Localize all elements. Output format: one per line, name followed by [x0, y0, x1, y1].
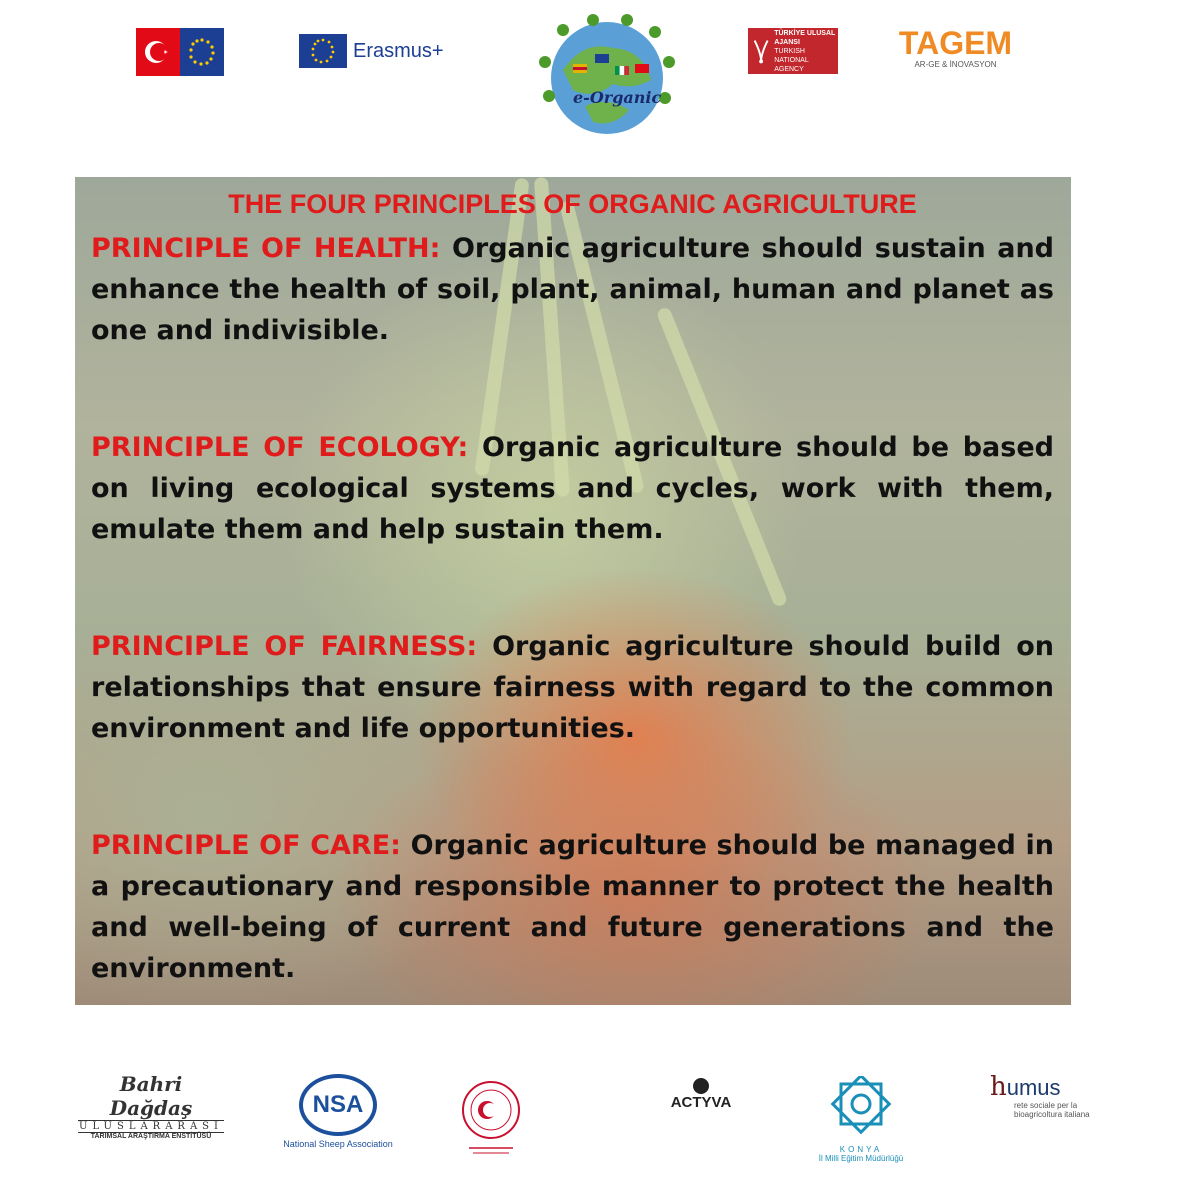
actyva-dot-icon	[693, 1078, 709, 1094]
principles-panel	[75, 177, 1071, 1005]
actyva-logo	[660, 1078, 742, 1128]
turkey-flag-icon	[136, 28, 180, 76]
konya-education-logo	[806, 1076, 916, 1168]
principle-health-heading: PRINCIPLE OF HEALTH:	[91, 233, 441, 264]
principle-health	[91, 228, 1054, 351]
tagem-logo	[893, 26, 1018, 76]
principle-fairness-text: Organic agriculture should build on relationships that ensure fairness with regard to the common environment and life opportunities.	[91, 631, 1055, 744]
principle-ecology-heading: PRINCIPLE OF ECOLOGY:	[91, 432, 469, 463]
ua-label: TÜRKİYE ULUSAL AJANSI	[774, 29, 836, 46]
bahri-dagdas-logo	[78, 1072, 224, 1140]
principle-fairness-heading: PRINCIPLE OF FAIRNESS:	[91, 631, 478, 662]
principle-ecology	[91, 427, 1054, 550]
humus-logo	[990, 1074, 1100, 1134]
principle-ecology-text: Organic agriculture should be based on living ecological systems and cycles, work with them, emulate them and help sustain them.	[91, 432, 1054, 545]
principle-care-heading: PRINCIPLE OF CARE:	[91, 830, 401, 861]
konya-sub-label: İl Milli Eğitim Müdürlüğü	[818, 1154, 904, 1163]
ua-sub-label: TURKISH NATIONAL AGENCY	[774, 47, 809, 73]
humus-sub-label: rete sociale per la bioagricoltura italiana	[1014, 1101, 1090, 1119]
bahri-line2: ULUSLARARASI	[79, 1121, 223, 1132]
e-organic-globe-logo	[533, 10, 681, 138]
principle-fairness	[91, 626, 1054, 749]
humus-mark: humus	[990, 1072, 1061, 1102]
erasmus-plus-logo	[299, 33, 464, 69]
nsa-mark: NSA	[299, 1074, 377, 1136]
eu-flag-icon	[180, 28, 224, 76]
turkey-eu-flags-logo	[136, 28, 224, 76]
bahri-name: Bahri Dağdaş	[109, 1072, 193, 1120]
eu-flag-icon	[299, 34, 347, 68]
konya-label: KONYA	[839, 1145, 883, 1154]
turkish-national-agency-logo	[748, 28, 838, 74]
konya-star-ornament-icon	[806, 1076, 916, 1140]
nsa-caption: National Sheep Association	[283, 1139, 393, 1149]
page-title: THE FOUR PRINCIPLES OF ORGANIC AGRICULTURE	[228, 189, 917, 219]
tagem-label: TAGEM	[898, 25, 1013, 61]
humus-label: umus	[1006, 1075, 1061, 1100]
actyva-label: ACTYVA	[670, 1094, 732, 1111]
principle-health-text: Organic agriculture should sustain and enhance the health of soil, plant, animal, human and planet as one and indivisible.	[91, 233, 1054, 346]
ministry-seal-logo	[455, 1078, 527, 1158]
ministry-seal-icon	[455, 1078, 527, 1158]
e-organic-label: e-Organic	[573, 88, 662, 107]
bahri-line3: TARIMSAL ARAŞTIRMA ENSTİTÜSÜ	[90, 1133, 212, 1140]
national-agency-mark-icon	[752, 31, 770, 71]
tagem-sub-label: AR-GE & İNOVASYON	[914, 60, 997, 69]
principle-care	[91, 825, 1054, 989]
principle-care-text: Organic agriculture should be managed in a precautionary and responsible manner to protect the health and well-being of current and future generations and the environment.	[91, 830, 1054, 984]
national-sheep-association-logo	[283, 1074, 393, 1149]
erasmus-label: Erasmus+	[353, 39, 444, 62]
